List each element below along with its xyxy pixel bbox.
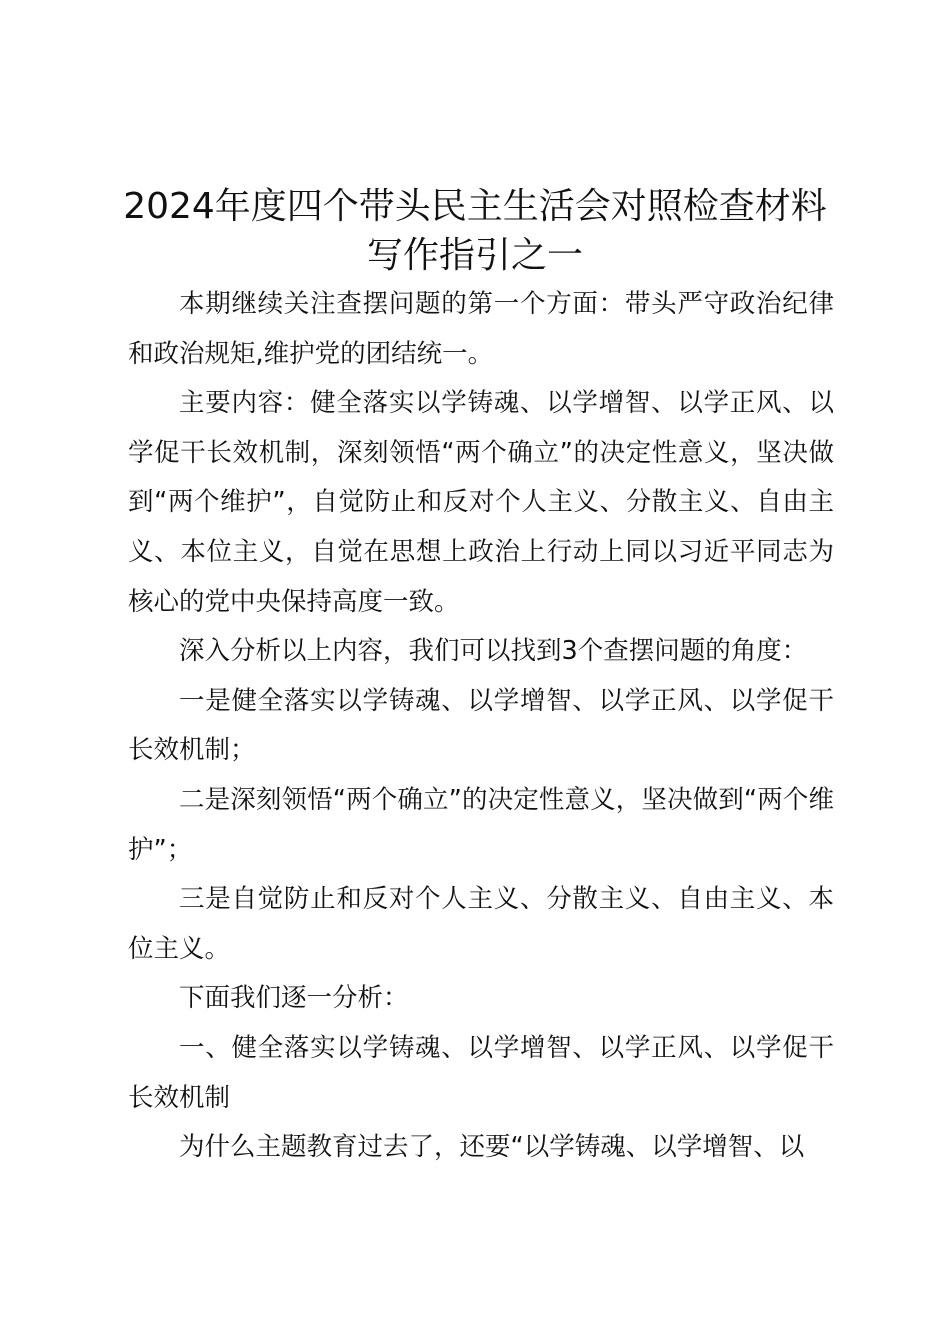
paragraph-analysis-intro: 深入分析以上内容，我们可以找到3个查摆问题的角度： [179, 636, 808, 667]
paragraph-analysis-lead: 下面我们逐一分析： [179, 983, 409, 1014]
paragraph-main-content: 主要内容：健全落实以学铸魂、以学增智、以学正风、以学促干长效机制，深刻领悟“两个确立”的决定性意义，坚决做到“两个维护”，自觉防止和反对个人主义、分散主义、自由主义、本位主义，自觉在思想上政治上行动上同以习近平同志为核心的党中央保持高度一致。 [128, 388, 834, 617]
section-heading-1: 一、健全落实以学铸魂、以学增智、以学正风、以学促干长效机制 [128, 1032, 834, 1113]
document-title-line-2: 写作指引之一 [366, 235, 583, 276]
paragraph-section-1-body: 为什么主题教育过去了，还要“以学铸魂、以学增智、以 [179, 1132, 805, 1163]
paragraph-angle-2: 二是深刻领悟“两个确立”的决定性意义，坚决做到“两个维护”； [128, 784, 834, 865]
document-body [128, 280, 834, 1173]
paragraph-angle-1: 一是健全落实以学铸魂、以学增智、以学正风、以学促干长效机制； [128, 685, 834, 766]
paragraph-intro: 本期继续关注查摆问题的第一个方面：带头严守政治纪律和政治规矩,维护党的团结统一。 [128, 289, 834, 369]
paragraph-angle-3: 三是自觉防止和反对个人主义、分散主义、自由主义、本位主义。 [128, 884, 834, 964]
document-title-line-1: 2024年度四个带头民主生活会对照检查材料 [123, 186, 827, 227]
